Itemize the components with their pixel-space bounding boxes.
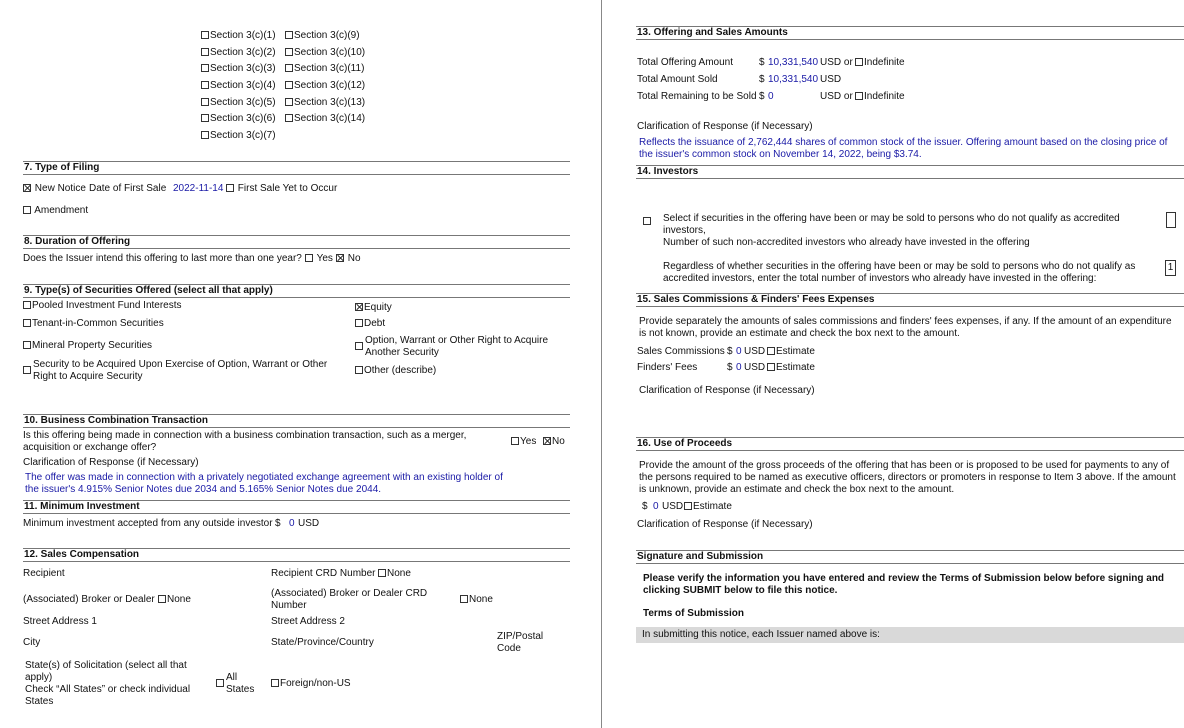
checkbox[interactable] [201, 98, 209, 106]
checkbox[interactable] [201, 131, 209, 139]
section-3c-2[interactable]: Section 3(c)(2) [201, 47, 276, 59]
non-accredited-checkbox[interactable] [643, 217, 651, 225]
all-states-checkbox[interactable] [216, 679, 224, 687]
state-label: State/Province/Country [271, 637, 374, 648]
checkbox[interactable] [201, 64, 209, 72]
section-3c-13[interactable]: Section 3(c)(13) [285, 97, 365, 109]
section-16-heading: 16. Use of Proceeds [636, 437, 1184, 451]
recipient-crd-none[interactable]: None [378, 568, 411, 580]
broker-crd-none-checkbox[interactable] [460, 595, 468, 603]
tenant-option[interactable]: Tenant-in-Common Securities [23, 318, 164, 330]
new-notice-option[interactable]: New Notice [23, 183, 86, 195]
non-accredited-select-label: Select if securities in the offering have been or may be sold to persons who do not qualify as accredited investors, [663, 213, 1120, 236]
street-address-2-label: Street Address 2 [271, 616, 345, 627]
duration-yes-checkbox[interactable] [305, 254, 313, 262]
pooled-checkbox[interactable] [23, 301, 31, 309]
section-13-heading: 13. Offering and Sales Amounts [636, 26, 1184, 40]
duration-question: Does the Issuer intend this offering to last more than one year? [23, 253, 302, 264]
total-offering-label: Total Offering Amount [637, 57, 733, 68]
checkbox[interactable] [285, 31, 293, 39]
section-3c-1[interactable]: Section 3(c)(1) [201, 30, 276, 42]
section-10-heading: 10. Business Combination Transaction [23, 414, 570, 428]
checkbox[interactable] [201, 31, 209, 39]
business-combination-yes[interactable]: Yes [511, 436, 536, 448]
checkbox[interactable] [201, 114, 209, 122]
all-states-option[interactable]: All States [216, 672, 254, 696]
debt-option[interactable]: Debt [355, 318, 385, 330]
equity-checkbox[interactable] [355, 303, 363, 311]
section-9-heading: 9. Type(s) of Securities Offered (select all that apply) [23, 284, 570, 298]
option-warrant-checkbox[interactable] [355, 342, 363, 350]
total-sold-label: Total Amount Sold [637, 74, 718, 85]
s10-clarification-label: Clarification of Response (if Necessary) [23, 457, 199, 468]
first-sale-yet-option[interactable]: First Sale Yet to Occur [226, 183, 337, 195]
finders-fees-value: 0 [736, 362, 742, 373]
other-checkbox[interactable] [355, 366, 363, 374]
total-offering-indefinite[interactable]: Indefinite [855, 57, 905, 69]
security-exercise-option[interactable]: Security to be Acquired Upon Exercise of Option, Warrant or Other Right to Acquire Security [23, 359, 327, 383]
s10-clarification-response: The offer was made in connection with a privately negotiated exchange agreement with an existing holder of the issuer's 4.915% Senior Notes due 2034 and 5.165% Senior Notes due 2044. [25, 472, 503, 495]
section-3c-4[interactable]: Section 3(c)(4) [201, 80, 276, 92]
total-offering-value: 10,331,540 [768, 57, 819, 68]
mineral-option[interactable]: Mineral Property Securities [23, 340, 152, 352]
section-12-heading: 12. Sales Compensation [23, 548, 570, 562]
tenant-checkbox[interactable] [23, 319, 31, 327]
non-accredited-count-input[interactable] [1166, 212, 1176, 228]
checkbox[interactable] [285, 48, 293, 56]
business-combination-yes-checkbox[interactable] [511, 437, 519, 445]
finders-fees-currency: $ [727, 362, 733, 373]
sales-commissions-currency: $ [727, 346, 733, 357]
checkbox[interactable] [201, 81, 209, 89]
sales-commissions-label: Sales Commissions [637, 346, 725, 357]
duration-no-checkbox[interactable] [336, 254, 344, 262]
finders-fees-usd: USD [744, 362, 766, 373]
checkbox[interactable] [201, 48, 209, 56]
finders-fees-estimate[interactable]: Estimate [767, 362, 815, 374]
street-address-1-label: Street Address 1 [23, 616, 97, 627]
sales-commissions-value: 0 [736, 346, 742, 357]
broker-none[interactable]: None [158, 594, 191, 606]
date-of-first-sale-label: Date of First Sale [89, 183, 167, 194]
minimum-investment-label: Minimum investment accepted from any outside investor [23, 518, 273, 529]
total-sold-usd: USD [820, 74, 842, 85]
business-combination-question: Is this offering being made in connection with a business combination transaction, such as a merger, acquisition or exchange offer? [23, 430, 467, 453]
mineral-checkbox[interactable] [23, 341, 31, 349]
date-of-first-sale-value: 2022-11-14 [173, 183, 224, 194]
zip-label: ZIP/Postal Code [497, 631, 544, 654]
section-14-heading: 14. Investors [636, 165, 1184, 179]
s16-description: Provide the amount of the gross proceeds of the offering that has been or is proposed to be used for payments to any of the persons required to be named as executive officers, directors or promoters in response to Item 3 above. If the amount is unknown, provide an estimate and check the box next to the amount. [639, 460, 1176, 495]
sales-commissions-usd: USD [744, 346, 766, 357]
business-combination-no-checkbox[interactable] [543, 437, 551, 445]
broker-label: (Associated) Broker or Dealer [23, 594, 155, 605]
remaining-label: Total Remaining to be Sold [637, 91, 757, 102]
minimum-investment-value: 0 [289, 518, 295, 529]
total-sold-currency: $ [759, 74, 765, 85]
broker-crd-label: (Associated) Broker or Dealer CRD Number [271, 588, 428, 611]
new-notice-checkbox[interactable] [23, 184, 31, 192]
remaining-indefinite-checkbox[interactable] [855, 92, 863, 100]
business-combination-no[interactable]: No [543, 436, 565, 448]
amendment-option[interactable]: Amendment [23, 205, 88, 217]
remaining-indefinite[interactable]: Indefinite [855, 91, 905, 103]
terms-heading: Terms of Submission [643, 608, 744, 619]
option-warrant-option[interactable]: Option, Warrant or Other Right to Acquire Another Security [355, 335, 548, 359]
section-3c-3[interactable]: Section 3(c)(3) [201, 63, 276, 75]
page-divider [601, 0, 602, 728]
section-3c-5[interactable]: Section 3(c)(5) [201, 97, 276, 109]
city-label: City [23, 637, 41, 648]
checkbox[interactable] [285, 98, 293, 106]
proceeds-estimate-checkbox[interactable] [684, 502, 692, 510]
finders-fees-estimate-checkbox[interactable] [767, 363, 775, 371]
finders-fees-label: Finders' Fees [637, 362, 698, 373]
s15-description: Provide separately the amounts of sales commissions and finders' fees expenses, if any. If the amount of an expenditure is not known, provide an estimate and check the box next to the amount. [639, 316, 1172, 339]
total-investors-label: Regardless of whether securities in the offering have been or may be sold to persons who do not qualify as accredited investors, enter the total number of investors who already have invested in the offering: [663, 261, 1136, 284]
total-investors-input[interactable]: 1 [1165, 260, 1176, 276]
duration-yes-option[interactable]: Yes [305, 253, 333, 265]
foreign-option[interactable]: Foreign/non-US [271, 678, 351, 690]
proceeds-currency: $ [642, 501, 648, 512]
s15-clarification-label: Clarification of Response (if Necessary) [639, 385, 815, 396]
foreign-checkbox[interactable] [271, 679, 279, 687]
section-8-heading: 8. Duration of Offering [23, 235, 570, 249]
proceeds-usd: USD [662, 501, 684, 512]
checkbox[interactable] [285, 81, 293, 89]
recipient-crd-label: Recipient CRD Number [271, 568, 376, 579]
states-of-solicitation-label: State(s) of Solicitation (select all that apply) Check “All States” or check individual States [25, 660, 191, 707]
section-3c-14[interactable]: Section 3(c)(14) [285, 113, 365, 125]
section-3c-11[interactable]: Section 3(c)(11) [285, 63, 364, 75]
section-3c-12[interactable]: Section 3(c)(12) [285, 80, 365, 92]
equity-option[interactable]: Equity [355, 302, 392, 314]
s13-clarification-response: Reflects the issuance of 2,762,444 shares of common stock of the issuer. Offering amount based on the closing price of the issuer's common stock on November 14, 2022, being $3.74. [639, 137, 1168, 160]
section-15-heading: 15. Sales Commissions & Finders' Fees Expenses [636, 293, 1184, 307]
section-3c-9[interactable]: Section 3(c)(9) [285, 30, 360, 42]
proceeds-value: 0 [653, 501, 659, 512]
signature-heading: Signature and Submission [636, 550, 1184, 564]
total-offering-usd-or: USD or [820, 57, 853, 68]
recipient-label: Recipient [23, 568, 65, 579]
section-11-heading: 11. Minimum Investment [23, 500, 570, 514]
checkbox[interactable] [285, 114, 293, 122]
first-sale-yet-checkbox[interactable] [226, 184, 234, 192]
amendment-checkbox[interactable] [23, 206, 31, 214]
other-option[interactable]: Other (describe) [355, 365, 436, 377]
s16-clarification-label: Clarification of Response (if Necessary) [637, 519, 813, 530]
sales-commissions-estimate[interactable]: Estimate [767, 346, 815, 358]
proceeds-estimate[interactable]: Estimate [684, 501, 732, 513]
total-sold-value: 10,331,540 [768, 74, 819, 85]
checkbox[interactable] [285, 64, 293, 72]
section-3c-6[interactable]: Section 3(c)(6) [201, 113, 276, 125]
verify-instruction: Please verify the information you have entered and review the Terms of Submission below before signing and clicking SUBMIT below to file this notice. [643, 573, 1165, 596]
recipient-crd-none-checkbox[interactable] [378, 569, 386, 577]
section-3c-7[interactable]: Section 3(c)(7) [201, 130, 276, 142]
remaining-value: 0 [768, 91, 774, 102]
broker-crd-none[interactable]: None [460, 594, 493, 606]
s13-clarification-label: Clarification of Response (if Necessary) [637, 121, 813, 132]
submitting-notice: In submitting this notice, each Issuer named above is: [636, 627, 1184, 643]
total-offering-indefinite-checkbox[interactable] [855, 58, 863, 66]
security-exercise-checkbox[interactable] [23, 366, 31, 374]
minimum-investment-unit: USD [298, 518, 320, 529]
remaining-usd-or: USD or [820, 91, 853, 102]
section-3c-10[interactable]: Section 3(c)(10) [285, 47, 365, 59]
debt-checkbox[interactable] [355, 319, 363, 327]
sales-commissions-estimate-checkbox[interactable] [767, 347, 775, 355]
duration-no-option[interactable]: No [336, 253, 361, 265]
minimum-investment-currency: $ [275, 518, 281, 529]
section-7-heading: 7. Type of Filing [23, 161, 570, 175]
broker-none-checkbox[interactable] [158, 595, 166, 603]
non-accredited-number-label: Number of such non-accredited investors who already have invested in the offering [663, 237, 1030, 248]
remaining-currency: $ [759, 91, 765, 102]
pooled-option[interactable]: Pooled Investment Fund Interests [23, 300, 182, 312]
total-offering-currency: $ [759, 57, 765, 68]
